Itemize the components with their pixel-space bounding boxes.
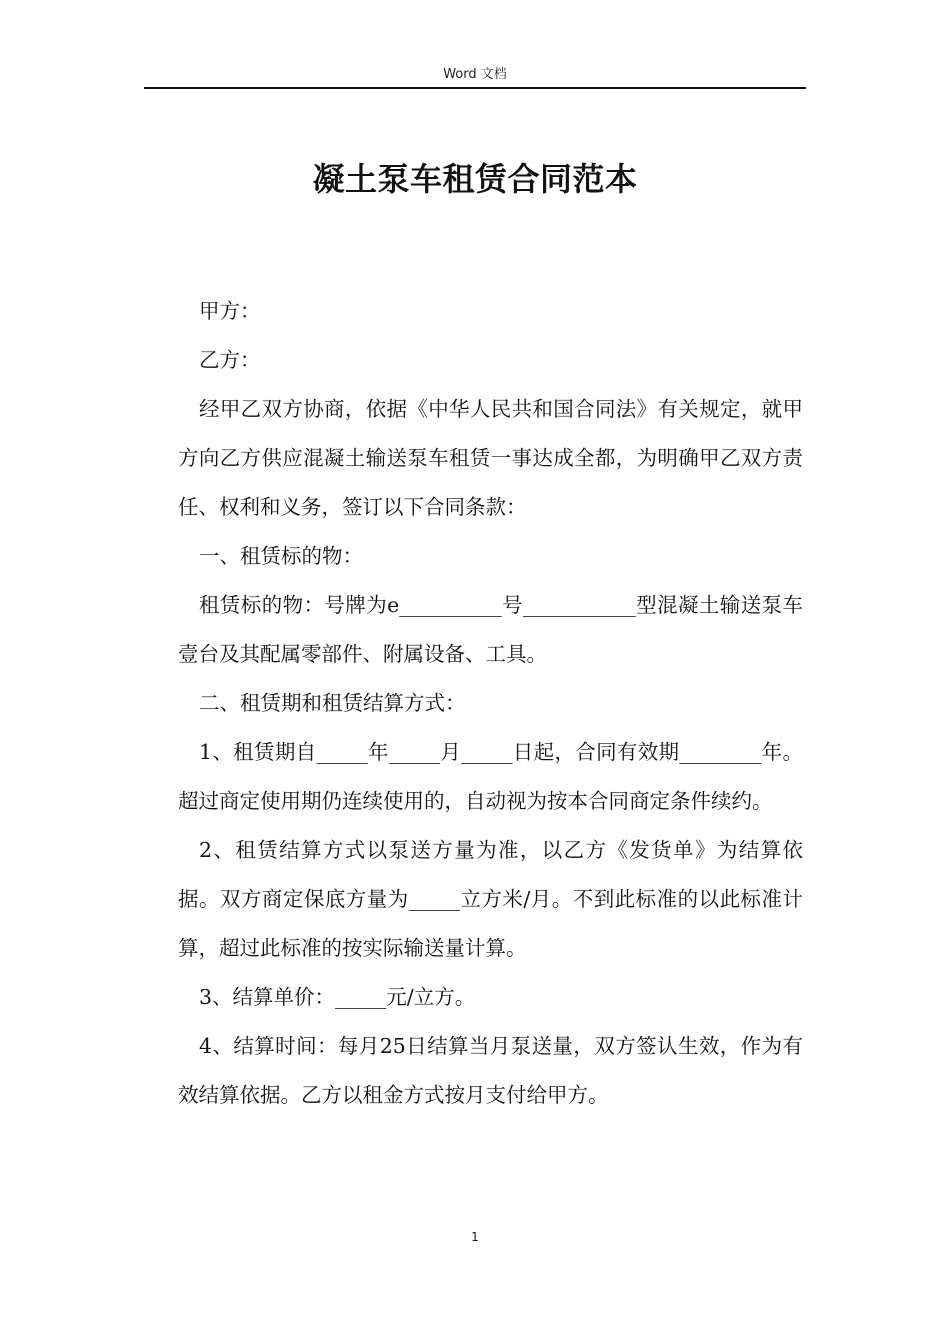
header-divider	[144, 87, 806, 89]
page-header: Word 文档	[443, 67, 507, 82]
clause-3-paragraph: 3、结算单价：_____元/立方。	[199, 985, 476, 1009]
party-a-line: 甲方：	[199, 299, 261, 323]
document-title: 凝土泵车租赁合同范本	[312, 160, 638, 198]
lease-object-paragraph: 租赁标的物：号牌为e__________号___________型混凝土输送泵车壹台及其配属零部件、附属设备、工具。	[178, 593, 803, 666]
section-heading-lease-term: 二、租赁期和租赁结算方式：	[199, 691, 466, 715]
section-heading-lease-object: 一、租赁标的物：	[199, 544, 363, 568]
clause-2-paragraph: 2、租赁结算方式以泵送方量为准，以乙方《发货单》为结算依据。双方商定保底方量为_____立方米/月。不到此标准的以此标准计算，超过此标准的按实际输送量计算。	[178, 838, 803, 960]
preamble-paragraph: 经甲乙双方协商，依据《中华人民共和国合同法》有关规定，就甲方向乙方供应混凝土输送泵车租赁一事达成全都，为明确甲乙双方责任、权利和义务，签订以下合同条款：	[178, 397, 803, 519]
page-number: 1	[471, 1230, 479, 1244]
clause-1-paragraph: 1、租赁期自_____年_____月_____日起，合同有效期________年。超过商定使用期仍连续使用的，自动视为按本合同商定条件续约。	[178, 740, 803, 813]
party-b-line: 乙方：	[199, 348, 261, 372]
document-body	[178, 287, 803, 1120]
clause-4-paragraph: 4、结算时间：每月25日结算当月泵送量，双方签认生效，作为有效结算依据。乙方以租金方式按月支付给甲方。	[178, 1034, 803, 1107]
